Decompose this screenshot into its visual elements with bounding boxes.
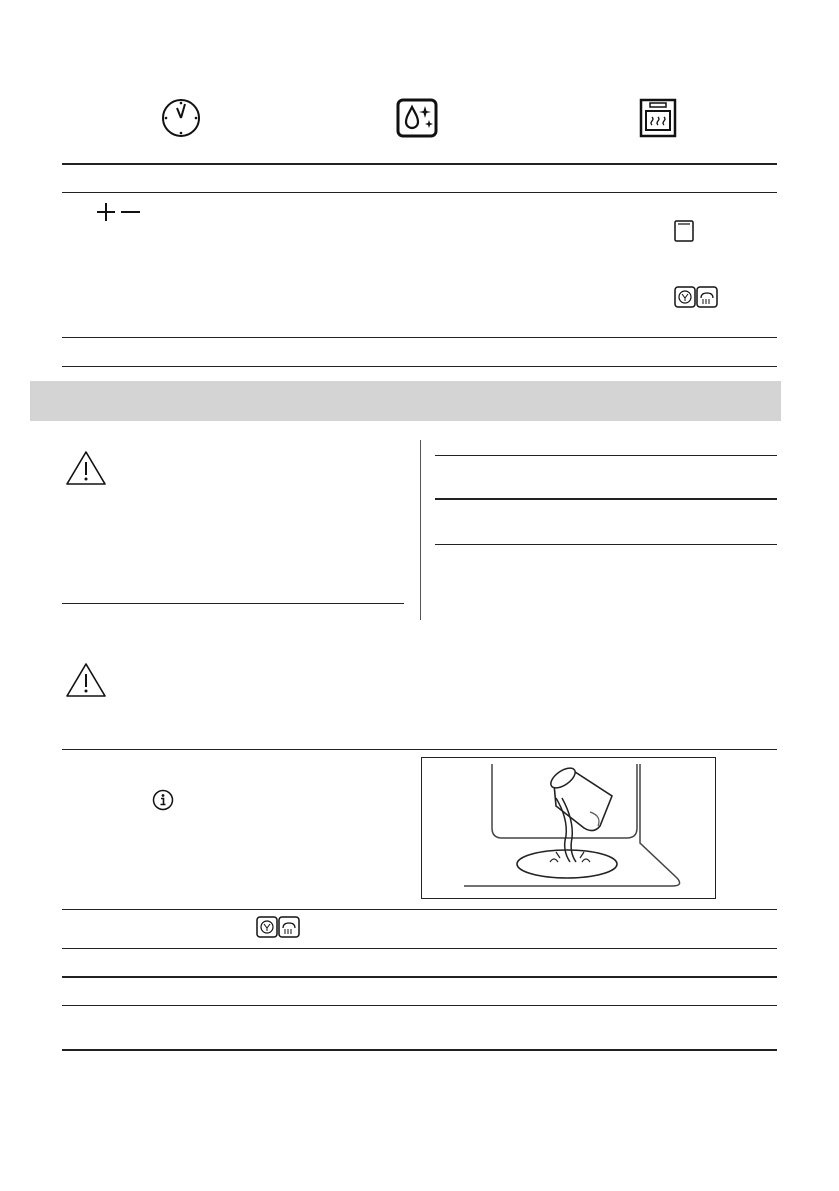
table-rule bbox=[62, 749, 777, 750]
column-rule bbox=[435, 455, 777, 456]
table-rule-bottom bbox=[62, 366, 777, 367]
table-rule bbox=[62, 909, 777, 910]
info-icon bbox=[152, 789, 174, 811]
table-rule bbox=[62, 192, 777, 193]
clock-icon bbox=[161, 98, 201, 138]
section-heading-band bbox=[30, 381, 781, 421]
steam-function-icons bbox=[674, 286, 718, 308]
warning-triangle-icon bbox=[65, 662, 107, 698]
column-rule bbox=[435, 544, 777, 545]
plus-minus-icon bbox=[95, 200, 143, 224]
column-divider bbox=[420, 440, 421, 620]
oven-heat-icon bbox=[639, 98, 677, 138]
table-rule bbox=[62, 948, 777, 949]
table-rule-bottom bbox=[62, 1049, 777, 1051]
warning-triangle-icon bbox=[65, 450, 107, 486]
pouring-water-illustration bbox=[421, 757, 716, 899]
column-rule bbox=[62, 603, 404, 604]
table-rule bbox=[62, 976, 777, 978]
table-rule-top bbox=[62, 163, 777, 165]
oven-frame-icon bbox=[674, 220, 694, 242]
table-rule bbox=[62, 1005, 777, 1006]
table-rule bbox=[62, 337, 777, 338]
water-drop-sparkle-icon bbox=[396, 98, 438, 138]
column-rule bbox=[435, 498, 777, 500]
steam-function-icons-inline bbox=[256, 916, 300, 938]
